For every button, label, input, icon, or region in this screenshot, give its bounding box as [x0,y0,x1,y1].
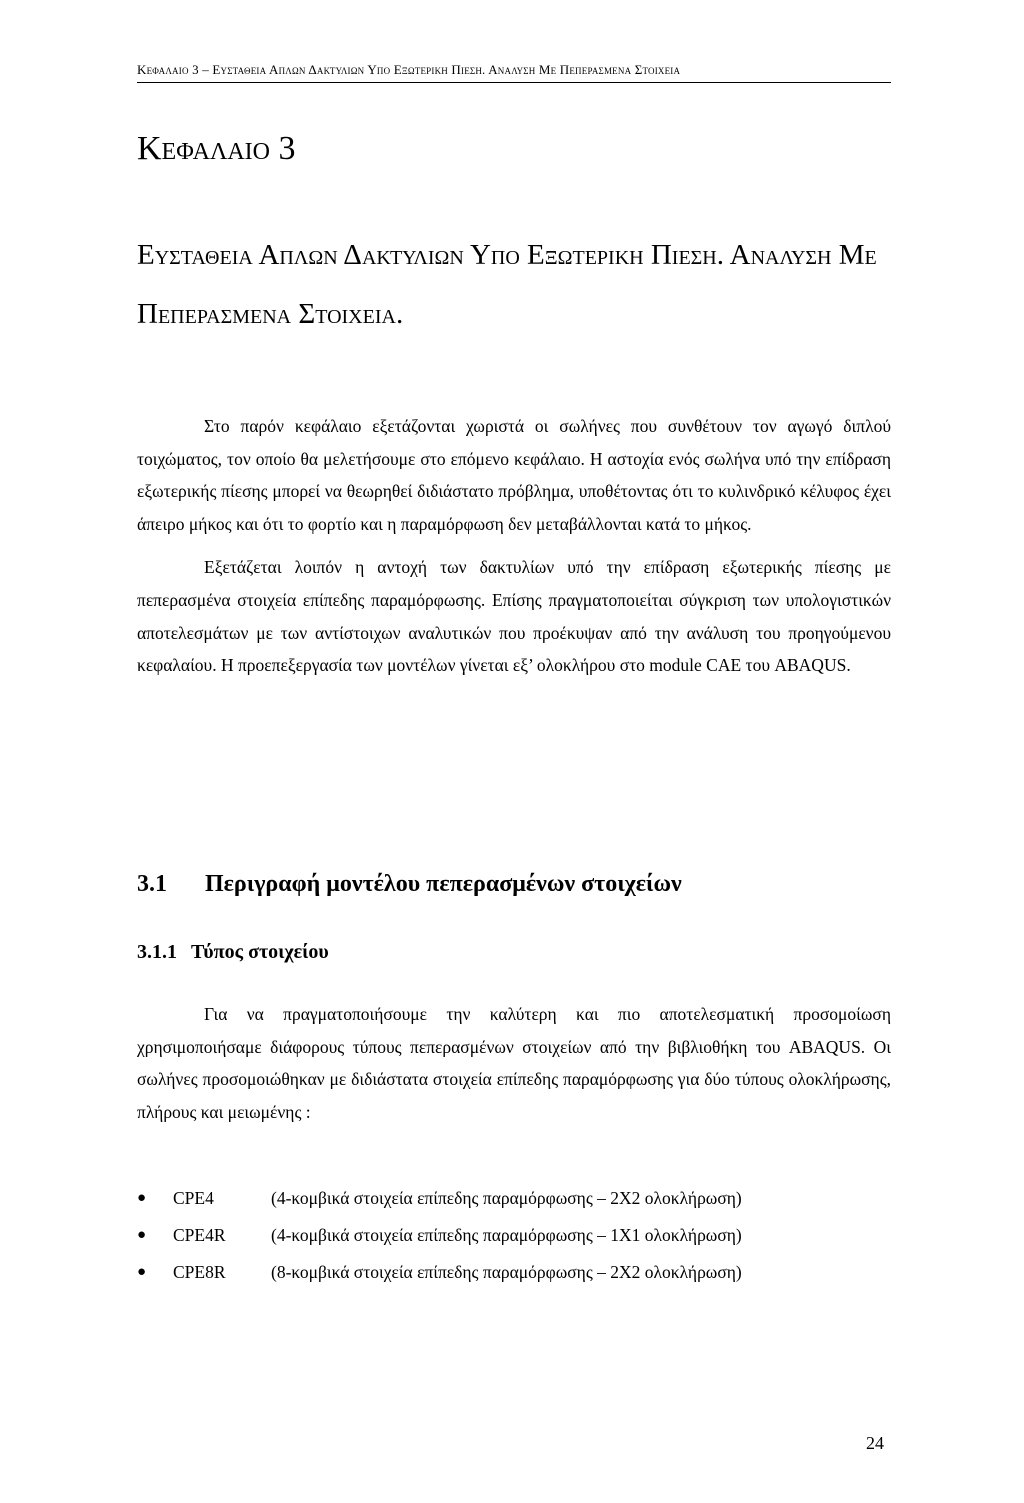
page-number: 24 [866,1433,884,1453]
header-rule [137,82,891,83]
list-item [137,1217,891,1254]
intro-text [137,410,891,682]
section-number: 3.1 [137,871,167,897]
running-header: Κεφαλαιο 3 – Ευσταθεια Απλων Δακτυλιων Υπο Εξωτερικη Πιεση. Αναλυση Με Πεπερασμενα Στοιχεια [137,62,681,77]
bullet-icon: ● [137,1190,147,1206]
subsection-number: 3.1.1 [137,941,177,963]
element-code: CPE4R [173,1225,226,1245]
subsection-title: Τύπος στοιχείου [191,941,329,963]
intro-paragraph: Στο παρόν κεφάλαιο εξετάζονται χωριστά οι σωλήνες που συνθέτουν τον αγωγό διπλού τοιχώματος, τον οποίο θα μελετήσουμε στο επόμενο κεφάλαιο. Η αστοχία ενός σωλήνα υπό την επίδραση εξωτερικής πίεσης μπορεί να θεωρηθεί διδιάστατο πρόβλημα, υποθέτοντας ότι το κυλινδρικό κέλυφος έχει άπειρο μήκος και ότι το φορτίο και η παραμόρφωση δεν μεταβάλλονται κατά το μήκος. [137,416,891,534]
element-type-text [137,998,891,1128]
section-heading-3-1 [137,871,682,898]
bullet-icon: ● [137,1264,147,1280]
element-type-paragraph: Για να πραγματοποιήσουμε την καλύτερη και πιο αποτελεσματική προσομοίωση χρησιμοποιήσαμε διάφορους τύπους πεπερασμένων στοιχείων από την βιβλιοθήκη του ABAQUS. Οι σωλήνες προσομοιώθηκαν με διδιάστατα στοιχεία επίπεδης παραμόρφωσης για δύο τύπους ολοκλήρωσης, πλήρους και μειωμένης : [137,1004,891,1122]
section-heading-3-1-1 [137,941,329,964]
list-item [137,1180,891,1217]
section-title: Περιγραφή μοντέλου πεπερασμένων στοιχείων [205,871,682,897]
intro-paragraph: Εξετάζεται λοιπόν η αντοχή των δακτυλίων υπό την επίδραση εξωτερικής πίεσης με πεπερασμένα στοιχεία επίπεδης παραμόρφωσης. Επίσης πραγματοποιείται σύγκριση των υπολογιστικών αποτελεσμάτων με των αντίστοιχων αναλυτικών που προέκυψαν από την ανάλυση του προηγούμενου κεφαλαίου. Η προεπεξεργασία των μοντέλων γίνεται εξ’ ολοκλήρου στο module CAE του ABAQUS. [137,557,891,676]
element-description: (4-κομβικά στοιχεία επίπεδης παραμόρφωσης – 1X1 ολοκλήρωση) [271,1225,742,1245]
element-type-list [137,1180,891,1291]
element-description: (4-κομβικά στοιχεία επίπεδης παραμόρφωσης – 2X2 ολοκλήρωση) [271,1188,742,1208]
chapter-label: Κεφαλαιο 3 [137,130,296,167]
bullet-icon: ● [137,1227,147,1243]
list-item [137,1254,891,1291]
element-code: CPE4 [173,1188,214,1208]
chapter-title: Ευσταθεια Απλων Δακτυλιων Υπο Εξωτερικη Πιεση. Αναλυση Με Πεπερασμενα Στοιχεια. [137,239,877,330]
element-code: CPE8R [173,1262,226,1282]
element-description: (8-κομβικά στοιχεία επίπεδης παραμόρφωσης – 2X2 ολοκλήρωση) [271,1262,742,1282]
